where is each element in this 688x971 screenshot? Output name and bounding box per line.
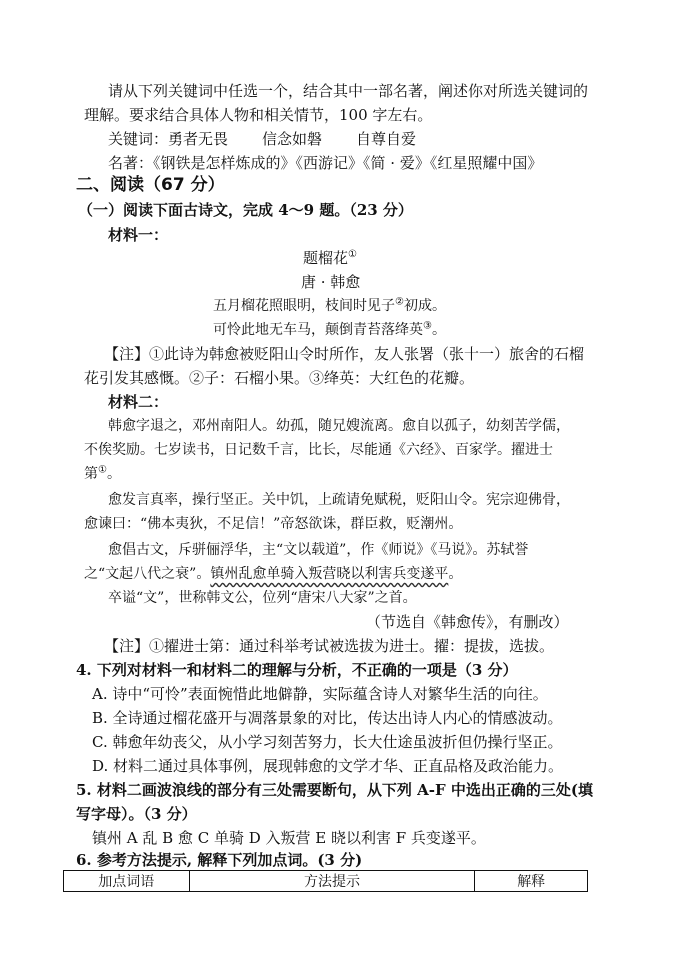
q4-option-b: B. 全诗通过榴花盛开与凋落景象的对比，传达出诗人内心的情感波动。 [92, 709, 563, 727]
col-header-method: 方法提示 [189, 871, 475, 892]
material1-label: 材料一： [108, 226, 169, 244]
poem-author: 唐 · 韩愈 [301, 273, 361, 291]
m2-p3-line1: 愈倡古文，斥骈俪浮华，主“文以载道”，作《师说》《马说》。苏轼誉 [108, 542, 529, 558]
q6-table [63, 870, 588, 892]
m2-p1-line2: 不俟奖励。七岁读书，日记数千言，比长，尽能通《六经》、百家学。擢进士 [84, 442, 553, 458]
keywords-label: 关键词： [108, 130, 169, 148]
col-header-explanation: 解释 [475, 871, 588, 892]
q4-option-d: D. 材料二通过具体事例，展现韩愈的文学才华、正直品格及政治能力。 [92, 757, 564, 775]
material2-label: 材料二： [108, 393, 169, 411]
keyword-2: 信念如磐 [262, 130, 323, 148]
q3-intro-line1: 请从下列关键词中任选一个，结合其中一部名著，阐述你对所选关键词的 [108, 82, 589, 100]
q5-stem-line2: 写字母）。（3 分） [76, 805, 197, 823]
q4-option-c: C. 韩愈年幼丧父，从小学习刻苦努力，长大仕途虽波折但仍操行坚正。 [92, 733, 563, 751]
m2-note: 【注】①擢进士第：通过科举考试被选拔为进士。擢：提拔，选拔。 [104, 637, 555, 655]
q4-option-a: A. 诗中“可怜”表面惋惜此地僻静，实际蕴含诗人对繁华生活的向往。 [92, 685, 548, 703]
material1-note-line2: 花引发其感慨。②子：石榴小果。③绛英：大红色的花瓣。 [84, 369, 475, 387]
q5-stem-line1: 5. 材料二画波浪线的部分有三处需要断句，从下列 A-F 中选出正确的三处(填 [76, 781, 593, 799]
q3-intro-line2: 理解。要求结合具体人物和相关情节，100 字左右。 [84, 106, 433, 124]
table-header-row [64, 871, 588, 892]
poem-title: 题榴花① [303, 249, 357, 267]
q5-sentence: 镇州 A 乱 B 愈 C 单骑 D 入叛营 E 晓以利害 F 兵变遂平。 [92, 829, 486, 847]
m2-p1-line3: 第①。 [84, 464, 121, 482]
section-title: 二、阅读（67 分） [76, 175, 225, 195]
keyword-3: 自尊自爱 [356, 130, 417, 148]
m2-p1-line1: 韩愈字退之，邓州南阳人。幼孤，随兄嫂流离。愈自以孤子，幼刻苦学儒， [108, 418, 570, 434]
poem-line-1: 五月榴花照眼明，枝间时见子②初成。 [213, 296, 446, 314]
m2-p2-line2: 愈谏曰：“佛本夷狄，不足信！”帝怒欲诛，群臣救，贬潮州。 [84, 516, 463, 532]
m2-source: （节选自《韩愈传》，有删改） [366, 613, 569, 631]
q6-stem: 6. 参考方法提示, 解释下列加点词。(3 分) [76, 851, 363, 869]
poem-title-note: ① [348, 249, 357, 260]
keyword-1: 勇者无畏 [168, 130, 229, 148]
m2-p3-line2: 之“文起八代之衰”。镇州乱愈单骑入叛营晓以利害兵变遂平。 [84, 566, 463, 582]
part1-title: （一）阅读下面古诗文，完成 4～9 题。（23 分） [78, 201, 413, 219]
material1-note-line1: 【注】①此诗为韩愈被贬阳山令时所作，友人张署（张十一）旅舍的石榴 [104, 345, 585, 363]
m2-p2-line1: 愈发言真率，操行坚正。关中饥，上疏请免赋税，贬阳山令。宪宗迎佛骨， [108, 492, 570, 508]
wavy-underlined-sentence: 镇州乱愈单骑入叛营晓以利害兵变遂平 [210, 566, 449, 582]
q3-keywords [108, 128, 416, 150]
m2-p4: 卒谥“文”，世称韩文公，位列“唐宋八大家”之首。 [108, 590, 417, 606]
q3-books [108, 152, 542, 174]
q4-stem: 4. 下列对材料一和材料二的理解与分析，不正确的一项是（3 分） [76, 661, 518, 679]
books-label: 名著： [108, 154, 154, 172]
books-list: 《钢铁是怎样炼成的》《西游记》《简 · 爱》《红星照耀中国》 [153, 154, 543, 172]
poem-line-2: 可怜此地无车马，颠倒青苔落绛英③。 [213, 320, 446, 338]
col-header-word: 加点词语 [64, 871, 190, 892]
